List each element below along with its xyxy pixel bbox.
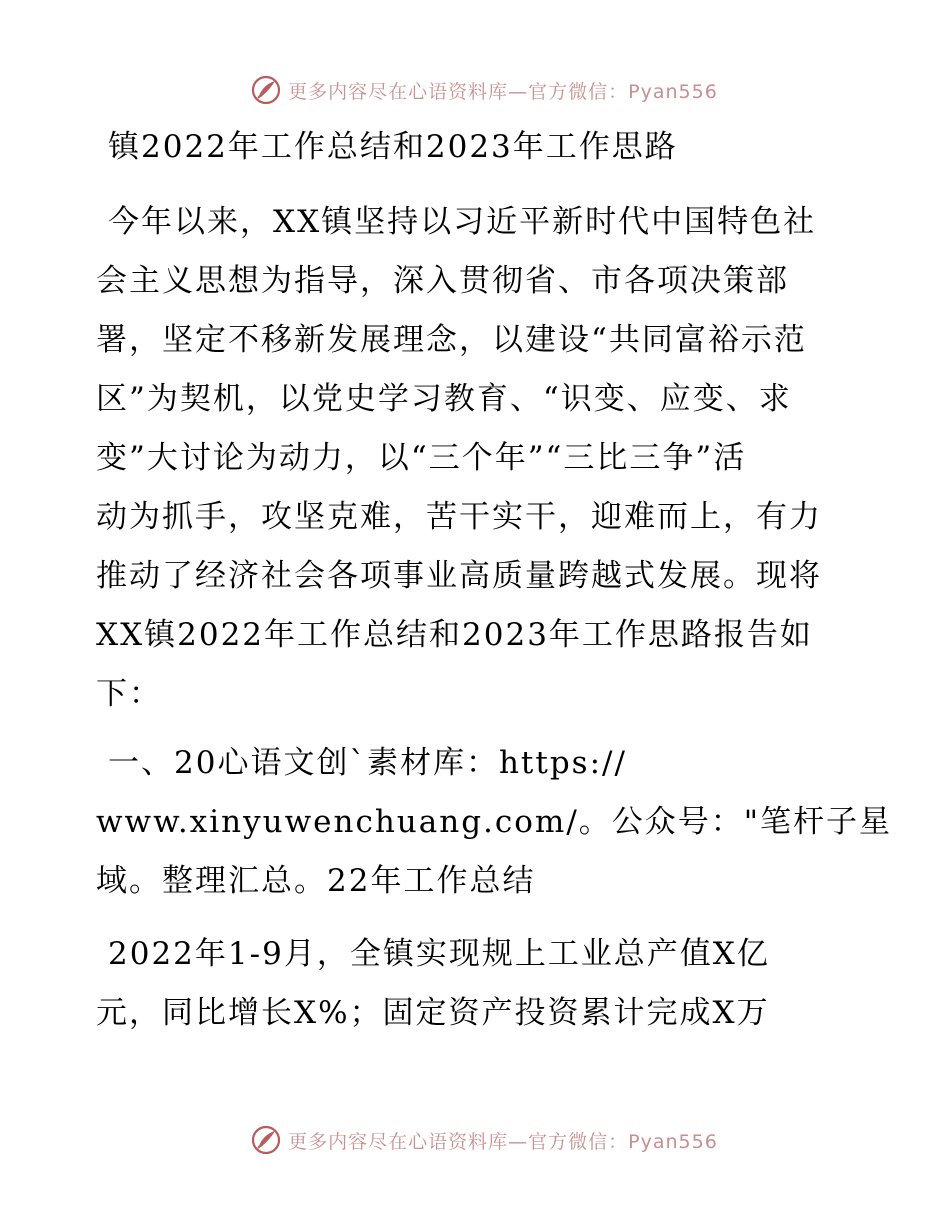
text-line: 下： xyxy=(96,676,162,712)
watermark-text: 更多内容尽在心语资料库—官方微信：Pyan556 xyxy=(288,80,718,103)
paragraph-intro xyxy=(96,193,856,724)
text-line: 今年以来，XX镇坚持以习近平新时代中国特色社 xyxy=(108,204,817,240)
text-line: 域。整理汇总。22年工作总结 xyxy=(96,863,536,899)
text-line: 变”大讨论为动力，以“三个年”“三比三争”活 xyxy=(96,440,747,476)
watermark-text: 更多内容尽在心语资料库—官方微信：Pyan556 xyxy=(288,1130,718,1153)
text-line: XX镇2022年工作总结和2023年工作思路报告如 xyxy=(96,617,813,653)
quill-logo-icon xyxy=(250,1124,282,1156)
text-line: 2022年1-9月，全镇实现规上工业总产值X亿 xyxy=(108,936,770,972)
text-line: 动为抓手，攻坚克难，苦干实干，迎难而上，有力 xyxy=(96,499,822,535)
text-line: 一、20心语文创`素材库：https:// xyxy=(108,745,627,781)
paragraph-stats xyxy=(96,925,856,1043)
document-title-block xyxy=(96,118,856,177)
watermark-header xyxy=(0,70,950,110)
text-line: www.xinyuwenchuang.com/。公众号："笔杆子星 xyxy=(96,804,893,840)
quill-logo-icon xyxy=(250,74,282,106)
text-line: 区”为契机，以党史学习教育、“识变、应变、求 xyxy=(96,381,792,417)
watermark-footer xyxy=(0,1120,950,1160)
text-line: 元，同比增长X%；固定资产投资累计完成X万 xyxy=(96,995,770,1031)
text-line: 署，坚定不移新发展理念，以建设“共同富裕示范 xyxy=(96,322,807,358)
text-line: 推动了经济社会各项事业高质量跨越式发展。现将 xyxy=(96,558,822,594)
text-line: 会主义思想为指导，深入贯彻省、市各项决策部 xyxy=(96,263,789,299)
document-title: 镇2022年工作总结和2023年工作思路 xyxy=(108,129,678,165)
section-heading-one xyxy=(96,734,893,911)
